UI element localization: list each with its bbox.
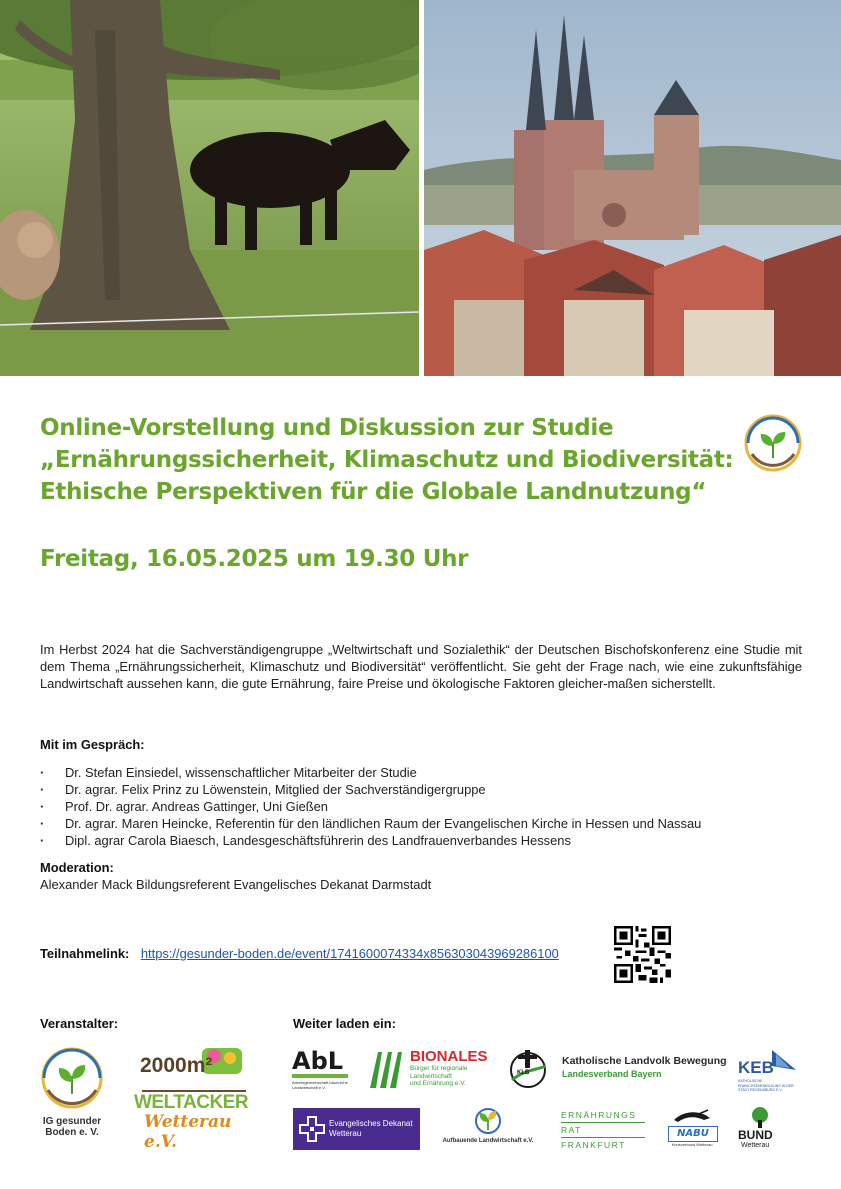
ig-name-line-1: IG gesunder [42, 1116, 102, 1127]
weltacker-name: WELTACKER [134, 1092, 249, 1113]
tree-icon [748, 1106, 772, 1128]
speakers-heading: Mit im Gespräch: [40, 737, 145, 752]
klb-cross-icon [506, 1048, 550, 1088]
abl-logo [292, 1048, 348, 1090]
bionales-subtitle-3: und Ernährung e.V. [410, 1080, 466, 1087]
ig-name-line-2: Boden e. V. [45, 1127, 99, 1138]
bionales-wordmark: BIONALES [410, 1048, 488, 1065]
klb-mark: KLB [517, 1070, 530, 1076]
speaker-item: · Dipl. agrar Carola Biaesch, Landesgeschäftsführerin des Landfrauenverbandes Hessens [40, 832, 701, 849]
ig-gesunder-boden-logo-icon [744, 414, 802, 472]
photo-cattle-under-tree [0, 0, 419, 376]
klb-name: Katholische Landvolk Bewegung [562, 1055, 727, 1067]
speakers-list [40, 764, 701, 849]
cross-icon [298, 1115, 326, 1143]
weltacker-logo [132, 1046, 256, 1152]
ernaehrungsrat-line-3: FRANKFURT [561, 1140, 626, 1150]
aufbauende-landwirtschaft-logo [440, 1106, 536, 1152]
event-title [40, 412, 740, 508]
weltacker-region: Wetterau e.V. [144, 1112, 232, 1152]
photo-gelnhausen-cathedral [424, 0, 841, 376]
dekanat-name: Evangelisches Dekanat [329, 1119, 413, 1128]
keb-subtitle: KATHOLISCHE ERWACHSENENBILDUNG IN DER STADT REGENSBURG E.V. [738, 1079, 794, 1092]
klb-region: Landesverband Bayern [562, 1069, 662, 1079]
aufbauende-name: Aufbauende Landwirtschaft e.V. [442, 1138, 534, 1144]
moderation-heading: Moderation: [40, 860, 114, 875]
evangelisches-dekanat-logo [293, 1108, 420, 1150]
speaker-item: · Prof. Dr. agrar. Andreas Gattinger, Uni Gießen [40, 798, 701, 815]
stork-icon [664, 1108, 720, 1128]
abl-subtitle: Arbeitsgemeinschaft bäuerliche Landwirtschaft e.V. [292, 1080, 348, 1090]
dekanat-region: Wetterau [329, 1129, 362, 1138]
participation-label: Teilnahmelink: [40, 946, 130, 961]
invite-heading: Weiter laden ein: [293, 1016, 396, 1031]
participation-row [40, 946, 559, 961]
weltacker-area: 2000m² [140, 1054, 213, 1077]
globe-leaf-icon [471, 1106, 505, 1136]
speaker-item: · Dr. Stefan Einsiedel, wissenschaftlicher Mitarbeiter der Studie [40, 764, 701, 781]
sprout-circle-icon [40, 1046, 104, 1110]
bund-region: Wetterau [741, 1142, 770, 1149]
nabu-subtitle: Kreisverband Wetterau [671, 1142, 713, 1147]
bund-logo [738, 1106, 782, 1152]
moderator-text: Alexander Mack Bildungsreferent Evangelisches Dekanat Darmstadt [40, 877, 432, 892]
participation-link[interactable]: https://gesunder-boden.de/event/1741600074334x856303043969286100 [140, 946, 559, 961]
abl-wordmark: AbL [292, 1048, 348, 1078]
ernaehrungsrat-line-1: ERNÄHRUNGS [561, 1108, 645, 1123]
bionales-subtitle-1: Bürger für regionale [410, 1065, 468, 1072]
event-title-line-3: Ethische Perspektiven für die Globale Landnutzung“ [40, 479, 707, 505]
intro-paragraph: Im Herbst 2024 hat die Sachverständigengruppe „Weltwirtschaft und Sozialethik“ der Deutschen Bischofskonferenz eine Studie mit dem Thema „Ernährungssicherheit, Klimaschutz und Biodiversität“ veröffentlicht. Sie geht der Frage nach, wie eine zukunftsfähige Landwirtschaft aussehen kann, die gute Ernährung, faire Preise und ökologische Faktoren gleicher-maßen sicherstellt. [40, 642, 802, 691]
event-title-line-2: „Ernährungssicherheit, Klimaschutz und Biodiversität: [40, 447, 734, 473]
keb-logo [738, 1048, 802, 1092]
qr-code-icon[interactable] [614, 926, 671, 983]
event-date: Freitag, 16.05.2025 um 19.30 Uhr [40, 546, 469, 572]
ig-gesunder-boden-logo [40, 1046, 104, 1136]
nabu-wordmark: NABU [668, 1126, 718, 1142]
keb-wordmark: KEB [738, 1058, 774, 1077]
nabu-logo [664, 1108, 720, 1150]
bund-wordmark: BUND [738, 1128, 773, 1142]
ernaehrungsrat-line-2: RAT [561, 1123, 645, 1138]
klb-logo [506, 1048, 727, 1090]
bionales-logo [368, 1048, 488, 1092]
bionales-stripes-icon [368, 1048, 408, 1088]
ernaehrungsrat-logo [561, 1108, 645, 1150]
organizer-heading: Veranstalter: [40, 1016, 119, 1031]
speaker-item: · Dr. agrar. Maren Heincke, Referentin für den ländlichen Raum der Evangelischen Kirche in Hessen und Nassau [40, 815, 701, 832]
event-title-line-1: Online-Vorstellung und Diskussion zur Studie [40, 415, 614, 441]
bionales-subtitle-2: Landwirtschaft [410, 1072, 452, 1080]
speaker-item: · Dr. agrar. Felix Prinz zu Löwenstein, Mitglied der Sachverständigergruppe [40, 781, 701, 798]
